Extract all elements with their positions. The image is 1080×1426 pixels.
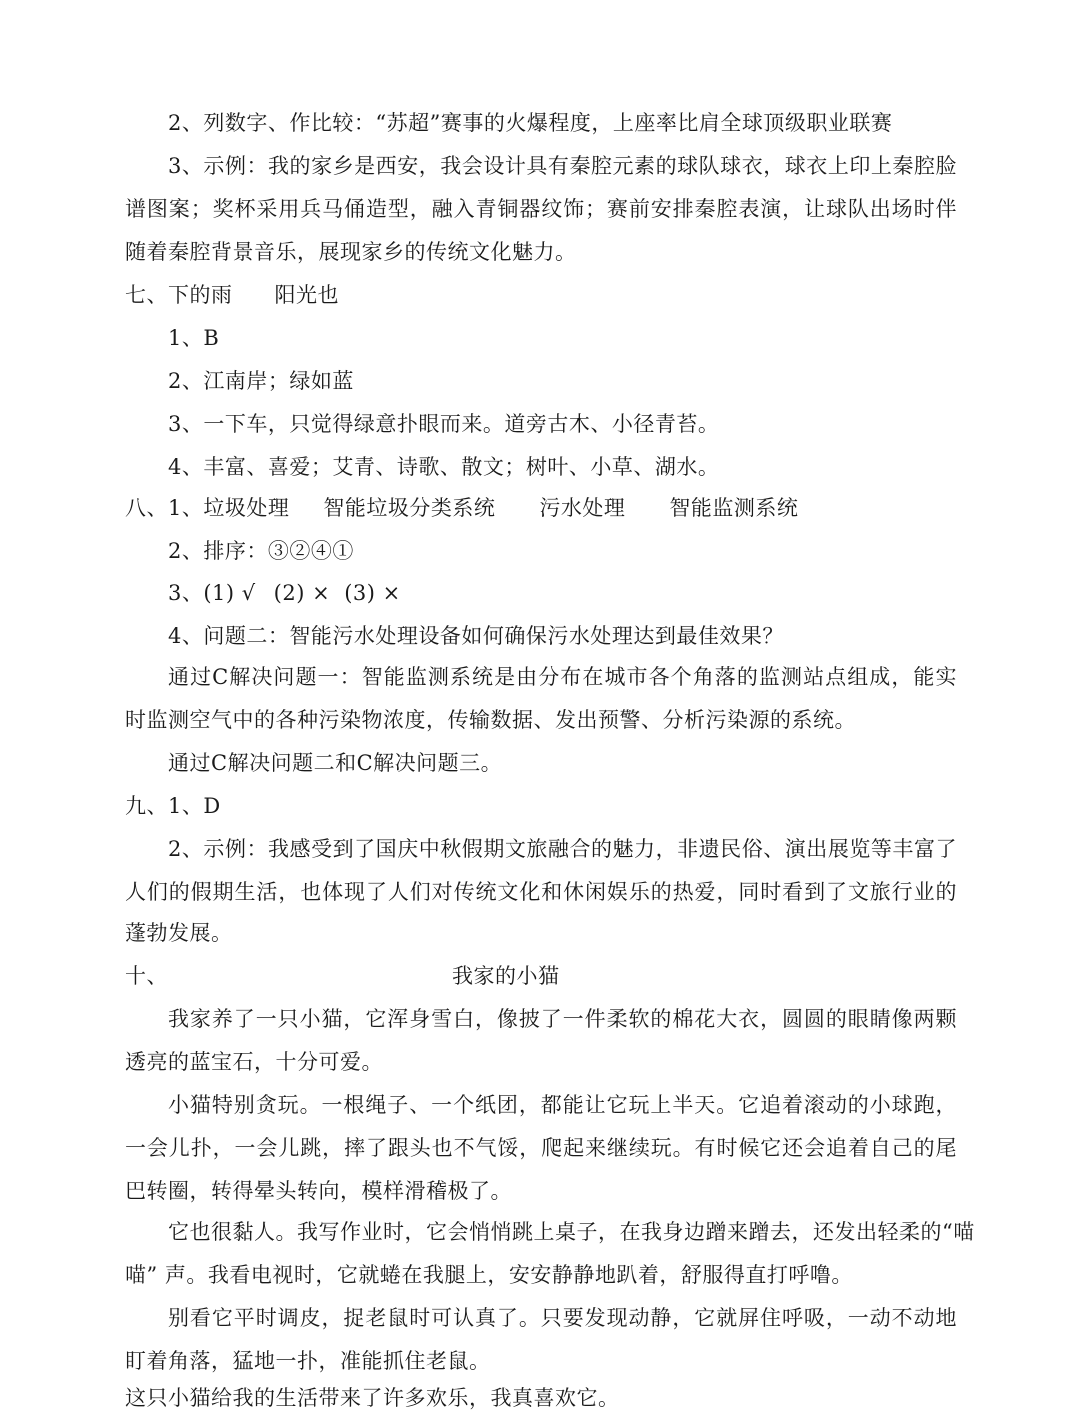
answer-6-3-line3: 随着秦腔背景音乐，展现家乡的传统文化魅力。	[125, 240, 577, 264]
section-8-item3: 污水处理	[539, 496, 626, 520]
answer-7-1: 1、B	[168, 326, 220, 350]
answer-8-3-3: (3) ×	[344, 581, 401, 605]
essay-p2-line3: 巴转圈，转得晕头转向，模样滑稽极了。	[125, 1179, 512, 1203]
section-10-number: 十、	[125, 964, 168, 988]
answer-9-1: 九、1、D	[125, 794, 221, 818]
answer-8-3	[168, 578, 401, 608]
answer-7-2: 2、江南岸；绿如蓝	[168, 369, 354, 393]
answer-8-4-p2: 通过C解决问题二和C解决问题三。	[168, 751, 503, 775]
essay-p2-line1: 小猫特别贪玩。一根绳子、一个纸团，都能让它玩上半天。它追着滚动的小球跑，	[168, 1093, 957, 1117]
answer-8-3-2: (2) ×	[273, 581, 331, 605]
section-7-heading-part2: 阳光也	[274, 283, 339, 307]
answer-9-2-line3: 蓬勃发展。	[125, 921, 233, 945]
answer-6-2: 2、列数字、作比较：“苏超”赛事的火爆程度，上座率比肩全球顶级职业联赛	[168, 111, 893, 135]
section-8-item1: 八、1、垃圾处理	[125, 496, 290, 520]
answer-6-3-line2: 谱图案；奖杯采用兵马俑造型，融入青铜器纹饰；赛前安排秦腔表演，让球队出场时伴	[125, 197, 957, 221]
essay-title: 我家的小猫	[452, 964, 560, 988]
answer-9-2-line1: 2、示例：我感受到了国庆中秋假期文旅融合的魅力，非遗民俗、演出展览等丰富了	[168, 837, 957, 861]
answer-6-3-line1: 3、示例：我的家乡是西安，我会设计具有秦腔元素的球队球衣，球衣上印上秦腔脸	[168, 154, 957, 178]
answer-7-3: 3、一下车，只觉得绿意扑眼而来。道旁古木、小径青苔。	[168, 412, 720, 436]
essay-p5: 这只小猫给我的生活带来了许多欢乐，我真喜欢它。	[125, 1386, 620, 1410]
section-8-heading	[125, 493, 798, 523]
essay-p3-line1: 它也很黏人。我写作业时，它会悄悄跳上桌子，在我身边蹭来蹭去，还发出轻柔的“喵	[168, 1220, 975, 1244]
answer-8-4: 4、问题二：智能污水处理设备如何确保污水处理达到最佳效果？	[168, 624, 784, 648]
answer-7-4: 4、丰富、喜爱；艾青、诗歌、散文；树叶、小草、湖水。	[168, 455, 720, 479]
answer-9-2-line2: 人们的假期生活，也体现了人们对传统文化和休闲娱乐的热爱，同时看到了文旅行业的	[125, 880, 957, 904]
essay-p3-line2: 喵” 声。我看电视时，它就蜷在我腿上，安安静静地趴着，舒服得直打呼噜。	[125, 1263, 853, 1287]
section-8-item2: 智能垃圾分类系统	[323, 496, 496, 520]
essay-p4-line2: 盯着角落，猛地一扑，准能抓住老鼠。	[125, 1349, 491, 1373]
essay-p4-line1: 别看它平时调皮，捉老鼠时可认真了。只要发现动静，它就屏住呼吸，一动不动地	[168, 1306, 957, 1330]
essay-p2-line2: 一会儿扑，一会儿跳，摔了跟头也不气馁，爬起来继续玩。有时候它还会追着自己的尾	[125, 1136, 957, 1160]
essay-p1-line2: 透亮的蓝宝石，十分可爱。	[125, 1050, 383, 1074]
section-7-heading	[125, 280, 339, 310]
answer-8-3-1: 3、(1) √	[168, 581, 256, 605]
answer-8-4-p1-line1: 通过C解决问题一：智能监测系统是由分布在城市各个角落的监测站点组成，能实	[168, 665, 957, 689]
answer-8-4-p1-line2: 时监测空气中的各种污染物浓度，传输数据、发出预警、分析污染源的系统。	[125, 708, 856, 732]
essay-p1-line1: 我家养了一只小猫，它浑身雪白，像披了一件柔软的棉花大衣，圆圆的眼睛像两颗	[168, 1007, 957, 1031]
section-7-heading-part1: 七、下的雨	[125, 283, 233, 307]
section-8-item4: 智能监测系统	[669, 496, 799, 520]
answer-8-2: 2、排序：③②④①	[168, 539, 354, 563]
